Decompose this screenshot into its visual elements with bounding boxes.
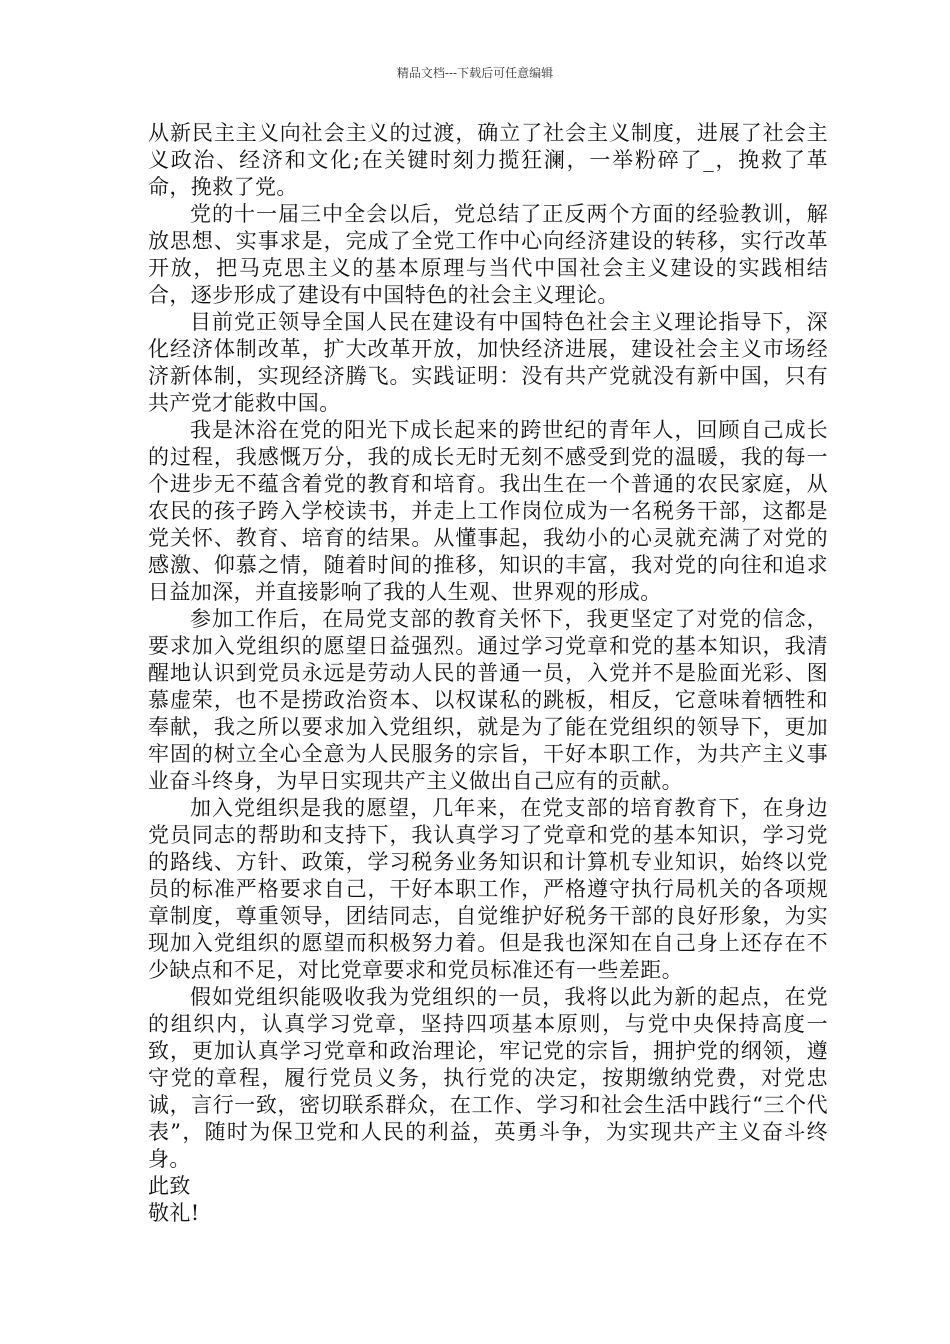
paragraph-3: 目前党正领导全国人民在建设有中国特色社会主义理论指导下，深化经济体制改革，扩大改革开放，加快经济进展，建设社会主义市场经济新体制，实现经济腾飞。实践证明：没有共产党就没有新中国，只有共产党才能救中国。 bbox=[148, 310, 828, 415]
document-body bbox=[148, 120, 828, 1227]
paragraph-4: 我是沐浴在党的阳光下成长起来的跨世纪的青年人，回顾自己成长的过程，我感慨万分，我的成长无时无刻不感受到党的温暖，我的每一个进步无不蕴含着党的教育和培育。我出生在一个普通的农民家庭，从农民的孩子跨入学校读书，并走上工作岗位成为一名税务干部，这都是党关怀、教育、培育的结果。从懂事起，我幼小的心灵就充满了对党的感激、仰慕之情，随着时间的推移，知识的丰富，我对党的向往和追求日益加深，并直接影响了我的人生观、世界观的形成。 bbox=[148, 418, 828, 604]
closing-salutation: 此致 bbox=[148, 1174, 191, 1198]
paragraph-1: 从新民主主义向社会主义的过渡，确立了社会主义制度，进展了社会主义政治、经济和文化;在关键时刻力揽狂澜，一举粉碎了_，挽救了革命，挽救了党。 bbox=[148, 121, 828, 199]
page-header: 精品文档---下载后可任意编辑 bbox=[396, 66, 554, 80]
paragraph-6: 加入党组织是我的愿望，几年来，在党支部的培育教育下，在身边党员同志的帮助和支持下，我认真学习了党章和党的基本知识，学习党的路线、方针、政策，学习税务业务知识和计算机专业知识，始终以党员的标准严格要求自己，干好本职工作，严格遵守执行局机关的各项规章制度，尊重领导，团结同志，自觉维护好税务干部的良好形象，为实现加入党组织的愿望而积极努力着。但是我也深知在自己身上还存在不少缺点和不足，对比党章要求和党员标准还有一些差距。 bbox=[148, 796, 828, 982]
closing-regards: 敬礼! bbox=[148, 1201, 200, 1225]
paragraph-5: 参加工作后，在局党支部的教育关怀下，我更坚定了对党的信念，要求加入党组织的愿望日益强烈。通过学习党章和党的基本知识，我清醒地认识到党员永远是劳动人民的普通一员，入党并不是脸面光彩、图慕虚荣，也不是捞政治资本、以权谋私的跳板，相反，它意味着牺牲和奉献，我之所以要求加入党组织，就是为了能在党组织的领导下，更加牢固的树立全心全意为人民服务的宗旨，干好本职工作，为共产主义事业奋斗终身，为早日实现共产主义做出自己应有的贡献。 bbox=[148, 607, 828, 793]
paragraph-7: 假如党组织能吸收我为党组织的一员，我将以此为新的起点，在党的组织内，认真学习党章，坚持四项基本原则，与党中央保持高度一致，更加认真学习党章和政治理论，牢记党的宗旨，拥护党的纲领，遵守党的章程，履行党员义务，执行党的决定，按期缴纳党费，对党忠诚，言行一致，密切联系群众，在工作、学习和社会生活中践行“三个代表”，随时为保卫党和人民的利益，英勇斗争，为实现共产主义奋斗终身。 bbox=[148, 985, 828, 1171]
paragraph-2: 党的十一届三中全会以后，党总结了正反两个方面的经验教训，解放思想、实事求是，完成了全党工作中心向经济建设的转移，实行改革开放，把马克思主义的基本原理与当代中国社会主义建设的实践相结合，逐步形成了建设有中国特色的社会主义理论。 bbox=[148, 202, 828, 307]
